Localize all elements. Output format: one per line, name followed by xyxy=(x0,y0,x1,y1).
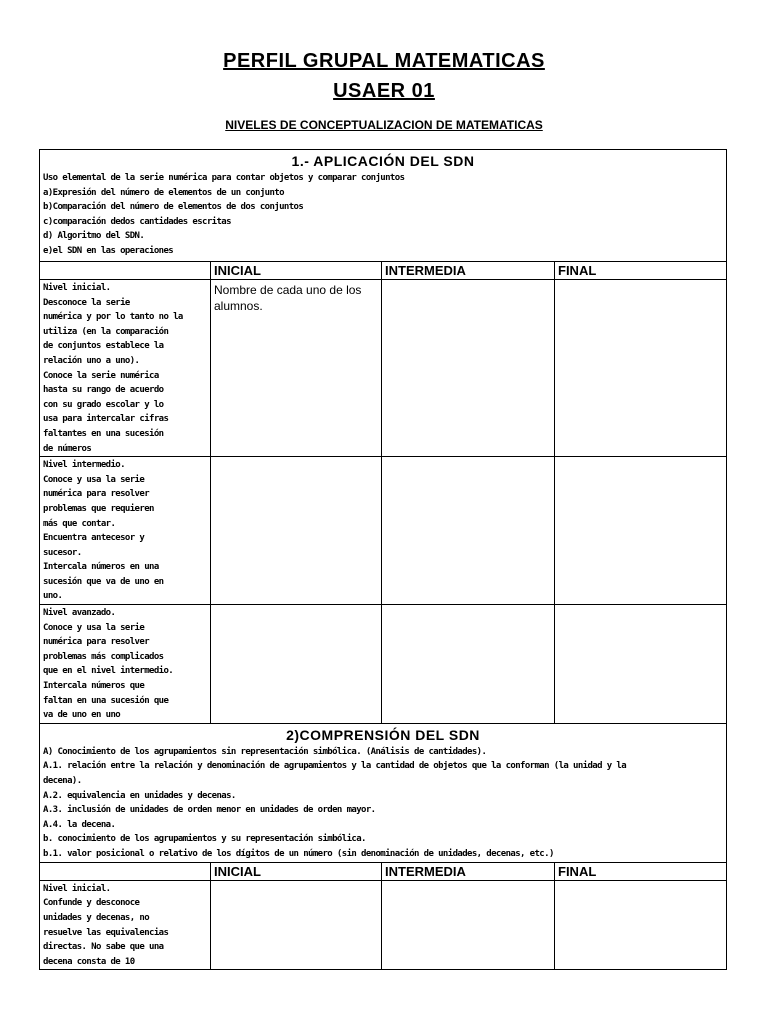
inicial-cell[interactable] xyxy=(211,880,382,970)
section1-line: c)comparación dedos cantidades escritas xyxy=(43,216,231,227)
section2-line: b.1. valor posicional o relativo de los dígitos de un número (sin denominación de unidades, decenas, etc.) xyxy=(43,848,554,859)
column-header-inicial: INICIAL xyxy=(211,262,382,280)
level-line: más que contar. xyxy=(43,518,116,529)
level-line: faltan en una sucesión que xyxy=(43,695,169,706)
section2-line: A.3. inclusión de unidades de orden menor en unidades de orden mayor. xyxy=(43,805,376,816)
level-line: Conoce y usa la serie xyxy=(43,474,145,485)
intermedia-cell[interactable] xyxy=(382,280,555,457)
intermedia-cell[interactable] xyxy=(382,605,555,724)
level-line: directas. No sabe que una xyxy=(43,942,164,953)
section2-row-inicial xyxy=(40,880,727,970)
level-line: Intercala números que xyxy=(43,681,145,692)
level-line: numérica para resolver xyxy=(43,489,150,500)
level-line: Conoce la serie numérica xyxy=(43,370,159,381)
document-title: PERFIL GRUPAL MATEMATICAS xyxy=(223,50,545,72)
level-line: sucesión que va de uno en xyxy=(43,576,164,587)
level-line: hasta su rango de acuerdo xyxy=(43,385,164,396)
level-line: numérica para resolver xyxy=(43,637,150,648)
profile-table xyxy=(39,149,727,970)
section2-line: A.4. la decena. xyxy=(43,819,116,830)
section1-row-avanzado xyxy=(40,605,727,724)
level-line: Encuentra antecesor y xyxy=(43,533,145,544)
section1-line: Uso elemental de la serie numérica para contar objetos y comparar conjuntos xyxy=(43,173,405,183)
section1-header-row xyxy=(40,150,727,262)
level-description-cell xyxy=(40,457,211,605)
level-line: utiliza (en la comparación xyxy=(43,326,169,337)
section1-line: a)Expresión del número de elementos de un conjunto xyxy=(43,187,284,198)
document-subtitle-usaer: USAER 01 xyxy=(333,80,435,102)
level-line: resuelve las equivalencias xyxy=(43,927,169,938)
level-line: decena consta de 10 xyxy=(43,956,135,967)
section2-line: A.2. equivalencia en unidades y decenas. xyxy=(43,790,236,801)
level-line: Nivel intermedio. xyxy=(43,460,125,471)
column-header-inicial: INICIAL xyxy=(211,862,382,880)
final-cell[interactable] xyxy=(555,880,727,970)
section1-line: b)Comparación del número de elementos de dos conjuntos xyxy=(43,202,304,213)
section1-row-intermedio xyxy=(40,457,727,605)
level-description-cell xyxy=(40,280,211,457)
column-header-final: FINAL xyxy=(555,862,727,880)
level-line: Nivel inicial. xyxy=(43,883,111,894)
section1-heading: 1.- APLICACIÓN DEL SDN xyxy=(291,153,475,169)
level-description-cell xyxy=(40,605,211,724)
inicial-cell[interactable] xyxy=(211,605,382,724)
level-description-cell xyxy=(40,880,211,970)
level-line: Conoce y usa la serie xyxy=(43,622,145,633)
section1-blank-header-cell xyxy=(40,262,211,280)
level-line: Confunde y desconoce xyxy=(43,898,140,909)
section1-line: e)el SDN en las operaciones xyxy=(43,245,174,256)
document-section-title: NIVELES DE CONCEPTUALIZACION DE MATEMATICAS xyxy=(225,118,543,132)
section2-heading: 2)COMPRENSIÓN DEL SDN xyxy=(286,726,480,743)
section2-line: decena). xyxy=(43,776,82,786)
intermedia-cell[interactable] xyxy=(382,457,555,605)
section2-blank-header-cell xyxy=(40,862,211,880)
section1-row-inicial xyxy=(40,280,727,457)
level-line: relación uno a uno). xyxy=(43,355,140,366)
final-cell[interactable] xyxy=(555,457,727,605)
level-line: de números xyxy=(43,443,92,454)
section1-column-header-row xyxy=(40,262,727,280)
level-line: uno. xyxy=(43,591,63,602)
level-line: usa para intercalar cifras xyxy=(43,414,169,425)
final-cell[interactable] xyxy=(555,605,727,724)
section2-line: b. conocimiento de los agrupamientos y su representación simbólica. xyxy=(43,834,366,845)
final-cell[interactable] xyxy=(555,280,727,457)
column-header-final: FINAL xyxy=(555,262,727,280)
section2-line: A) Conocimiento de los agrupamientos sin representación simbólica. (Análisis de cantidades). xyxy=(43,746,487,757)
column-header-intermedia: INTERMEDIA xyxy=(382,262,555,280)
section1-line: d) Algoritmo del SDN. xyxy=(43,231,145,242)
level-line: unidades y decenas, no xyxy=(43,913,150,923)
level-line: faltantes en una sucesión xyxy=(43,428,164,439)
level-line: Desconoce la serie xyxy=(43,297,130,308)
level-line: sucesor. xyxy=(43,547,82,558)
section2-line: A.1. relación entre la relación y denominación de agrupamientos y la cantidad de objetos que la conforman (la unidad y la xyxy=(43,761,627,772)
level-line: problemas más complicados xyxy=(43,651,164,662)
intermedia-cell[interactable] xyxy=(382,880,555,970)
level-line: Nivel avanzado. xyxy=(43,608,116,619)
level-line: que en el nivel intermedio. xyxy=(43,666,174,677)
section2-header-cell xyxy=(40,723,727,862)
column-header-intermedia: INTERMEDIA xyxy=(382,862,555,880)
level-line: con su grado escolar y lo xyxy=(43,399,164,410)
level-line: Nivel inicial. xyxy=(43,283,111,293)
level-line: problemas que requieren xyxy=(43,503,154,514)
level-line: numérica y por lo tanto no la xyxy=(43,312,183,323)
level-line: de conjuntos establece la xyxy=(43,341,164,352)
inicial-cell[interactable]: Nombre de cada uno de los alumnos. xyxy=(211,280,382,457)
section2-header-row xyxy=(40,723,727,862)
level-line: va de uno en uno xyxy=(43,710,121,721)
section2-column-header-row xyxy=(40,862,727,880)
level-line: Intercala números en una xyxy=(43,562,159,573)
section1-header-cell xyxy=(40,150,727,262)
inicial-cell[interactable] xyxy=(211,457,382,605)
